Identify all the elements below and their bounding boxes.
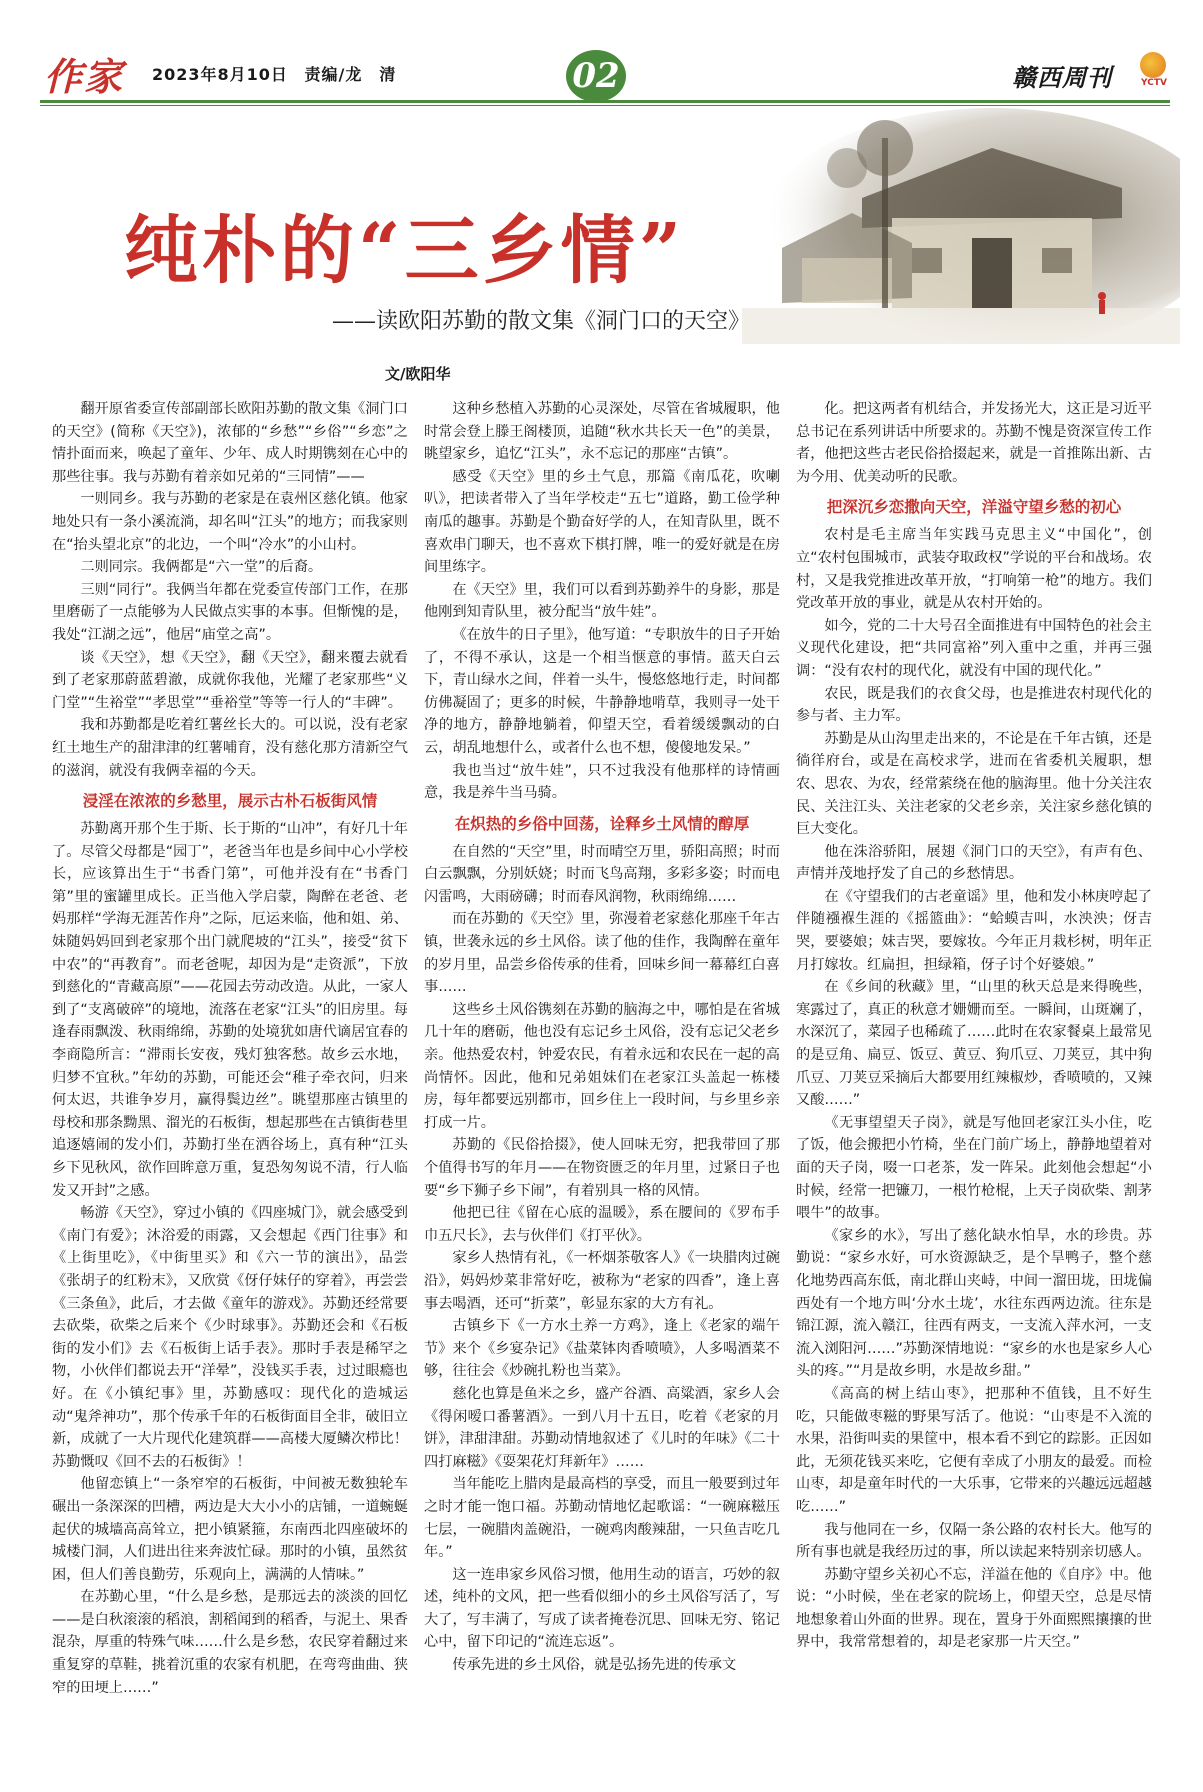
newspaper-name: 赣西周刊 <box>1012 64 1112 92</box>
paragraph: 他把已往《留在心底的温暖》，系在腰间的《罗布手巾五尺长》，去与伙伴们《打平伙》。 <box>424 1205 780 1244</box>
paragraph: 我和苏勤都是吃着红薯丝长大的。可以说，没有老家红土地生产的甜津津的红薯哺育，没有慈化那方清新空气的滋润，就没有我俩幸福的今天。 <box>52 717 408 779</box>
paragraph: 这些乡土风俗镌刻在苏勤的脑海之中，哪怕是在省城几十年的磨砺，他也没有忘记乡土风俗，没有忘记父老乡亲。他热爱农村，钟爱农民，有着永远和农民在一起的高尚情怀。因此，他和兄弟姐妹们在老家江头盖起一栋楼房，每年都要远别都市，回乡住上一段时间，与乡里乡亲打成一片。 <box>424 1001 780 1131</box>
paragraph: 《无事望望天子岗》，就是写他回老家江头小住，吃了饭，他会搬把小竹椅，坐在门前广场上，静静地望着对面的天子岗，啜一口老茶，发一阵呆。此刻他会想起“小时候，经常一把镰刀，一根竹枪棍，上天子岗砍柴、割茅喂牛”的故事。 <box>796 1114 1152 1222</box>
paragraph: 在苏勤心里，“什么是乡愁，是那远去的淡淡的回忆——是白秋滚滚的稻浪，割稻闻到的稻香，与泥土、果香混杂，厚重的特殊气味……什么是乡愁，农民穿着翻过来重复穿的草鞋，挑着沉重的农家有机肥，在弯弯曲曲、狭窄的田埂上……” <box>52 1589 408 1696</box>
masthead <box>0 0 1203 104</box>
editor-credit: 责编/龙 清 <box>304 65 397 84</box>
paragraph: 苏勤的《民俗拾掇》，使人回味无穷，把我带回了那个值得书写的年月——在物资匮乏的年月里，过紧日子也要“乡下狮子乡下闹”，有着别具一格的风情。 <box>424 1137 780 1199</box>
section-heading: 在炽热的乡俗中回荡，诠释乡土风情的醇厚 <box>454 814 750 833</box>
article-column-3 <box>796 398 1152 1778</box>
village-painting-svg <box>742 108 1180 344</box>
section-heading: 浸淫在浓浓的乡愁里，展示古朴石板街风情 <box>82 792 378 811</box>
issue-meta <box>152 62 406 85</box>
sun-logo-icon <box>1140 52 1166 78</box>
paragraph: 他留恋镇上“一条窄窄的石板街，中间被无数独轮车碾出一条深深的凹槽，两边是大大小小的店铺，一道蜿蜒起伏的城墙高高耸立，把小镇紧箍，东南西北四座破坏的城楼门洞，人们进出往来奔波忙碌。那时的小镇，虽然贫困，但人们善良勤劳，乐观向上，满满的人情味。” <box>52 1476 408 1583</box>
paragraph: 三则“同行”。我俩当年都在党委宣传部门工作，在那里磨砺了一点能够为人民做点实事的本事。但惭愧的是，我处“江湖之远”，他居“庙堂之高”。 <box>52 581 408 643</box>
paragraph: 他在洙浴骄阳，展翅《洞门口的天空》，有声有色、声情并茂地抒发了自己的乡愁情思。 <box>796 843 1152 883</box>
section-heading: 把深沉乡恋撒向天空，洋溢守望乡愁的初心 <box>826 498 1122 517</box>
paragraph: 畅游《天空》，穿过小镇的《四座城门》，就会感受到《南门有爱》；沐浴爱的雨露，又会想起《西门往事》和《上街里吃》，《中街里买》和《六一节的演出》，品尝《张胡子的红粉末》，又欣赏《伢仔妹仔的穿着》，再尝尝《三条鱼》，此后，才去做《童年的游戏》。苏勤还经常要去砍柴，砍柴之后来个《少时球事》。苏勤还会和《石板街的发小们》去《石板街上话手表》。那时手表是稀罕之物，小伙伴们都说去开“洋晕”，没钱买手表，过过眼瘾也好。在《小镇纪事》里，苏勤感叹：现代化的造城运动“鬼斧神功”，那个传承千年的石板街面目全非，破旧立新，成就了一大片现代化建筑群——高楼大厦鳞次栉比！苏勤慨叹《回不去的石板街》！ <box>52 1205 408 1470</box>
paragraph: 传承先进的乡土风俗，就是弘扬先进的传承文 <box>452 1657 737 1674</box>
article-column-1 <box>52 398 408 1778</box>
paragraph: 农村是毛主席当年实践马克思主义“中国化”，创立“农村包围城市，武装夺取政权”学说的平台和战场。农村，又是我党推进改革开放，“打响第一枪”的地方。我们党改革开放的事业，就是从农村开始的。 <box>796 527 1152 612</box>
paragraph: 《在放牛的日子里》，他写道：“专职放牛的日子开始了，不得不承认，这是一个相当惬意的事情。蓝天白云下，青山绿水之间，伴着一头牛，慢悠悠地行走，时间都仿佛凝固了；更多的时候，牛静静地啃草，我则寻一处干净的地方，静静地躺着，仰望天空，看着缓缓飘动的白云，胡乱地想什么，或者什么也不想，傻傻地发呆。” <box>424 626 780 756</box>
page-number-badge: 02 <box>566 50 626 102</box>
paragraph: 苏勤是从山沟里走出来的，不论是在千年古镇，还是徜徉府台，或是在高校求学，进而在省委机关履职，想农、思农、为农，经常萦绕在他的脑海里。他十分关注农民、关注江头、关注老家的父老乡亲，关注家乡慈化镇的巨大变化。 <box>796 730 1152 838</box>
issue-date: 2023年8月10日 <box>152 65 288 84</box>
paragraph: 《高高的树上结山枣》，把那种不值钱，且不好生吃，只能做枣糍的野果写活了。他说：“山枣是不入流的水果，沿街叫卖的果筐中，根本看不到它的踪影。正因如此，无须花钱买来吃，它便有幸成了小朋友的最爱。而检山枣，却是童年时代的一大乐事，它带来的兴趣远远超越吃……” <box>796 1385 1152 1515</box>
paragraph: 在《天空》里，我们可以看到苏勤养牛的身影，那是他刚到知青队里，被分配当“放牛娃”。 <box>424 581 780 621</box>
paragraph: 在《乡间的秋藏》里，“山里的秋天总是来得晚些，寒露过了，真正的秋意才姗姗而至。一瞬间，山斑斓了，水深沉了，菜园子也稀疏了……此时在农家餐桌上最常见的是豆角、扁豆、饭豆、黄豆、狗爪豆、刀荚豆，其中狗爪豆、刀荚豆采摘后大都要用红辣椒炒，香喷喷的，又辣又酸……” <box>796 979 1152 1109</box>
paragraph: 谈《天空》，想《天空》，翻《天空》，翻来覆去就看到了老家那蔚蓝碧澈，成就你我他，光耀了老家那些“义门堂”“生裕堂”“孝思堂”“垂裕堂”等等一行人的“丰碑”。 <box>52 649 408 711</box>
paragraph: 在《守望我们的古老童谣》里，他和发小林庚哼起了伴随襁褓生涯的《摇篮曲》：“蛤蟆吉叫，水泱泱；伢吉哭，要婆娘；妹吉哭，要嫁妆。今年正月栽杉树，明年正月打嫁妆。红扁担，担绿箱，伢子讨个好婆娘。” <box>796 888 1152 973</box>
article-title: 纯朴的“三乡情” <box>124 208 686 294</box>
paragraph: 翻开原省委宣传部副部长欧阳苏勤的散文集《洞门口的天空》(简称《天空》)，浓郁的“乡愁”“乡俗”“乡恋”之情扑面而来，唤起了童年、少年、成人时期镌刻在心中的那些往事。我与苏勤有着亲如兄弟的“三同情”—— <box>52 401 408 485</box>
paragraph: 二则同宗。我俩都是“六一堂”的后裔。 <box>80 559 323 576</box>
header-rule <box>40 100 1170 103</box>
paragraph: 感受《天空》里的乡土气息，那篇《南瓜花，吹喇叭》，把读者带入了当年学校走“五七”道路，勤工俭学种南瓜的趣事。苏勤是个勤奋好学的人，在知青队里，既不喜欢串门聊天，也不喜欢下棋打牌，唯一的爱好就是在房间里练字。 <box>424 468 780 576</box>
paragraph: 当年能吃上腊肉是最高档的享受，而且一般要到过年之时才能一饱口福。苏勤动情地忆起歌谣：“一碗麻糍压七层，一碗腊肉盖碗沿，一碗鸡肉酸辣甜，一只鱼吉吃几年。” <box>424 1476 780 1561</box>
paragraph: 在自然的“天空”里，时而晴空万里，骄阳高照；时而白云飘飘，分别妖娆；时而飞鸟高翔，多彩多姿；时而电闪雷鸣，大雨磅礴；时而春风润物，秋雨绵绵…… <box>424 843 780 905</box>
village-ink-painting <box>742 108 1180 344</box>
paragraph: 我也当过“放牛娃”，只不过我没有他那样的诗情画意，我是养牛当马骑。 <box>424 762 780 802</box>
paragraph: 这一连串家乡风俗习惯，他用生动的语言，巧妙的叙述，纯朴的文风，把一些看似细小的乡土风俗写活了，写大了，写丰满了，写成了读者掩卷沉思、回味无穷、铭记心中，留下印记的“流连忘返”。 <box>424 1566 780 1651</box>
section-name: 作家 <box>44 54 125 99</box>
header-rule-thin <box>40 105 1170 106</box>
paragraph: 这种乡愁植入苏勤的心灵深处，尽管在省城履职，他时常会登上滕王阁楼顶，追随“秋水共长天一色”的美景，眺望家乡，追忆“江头”，永不忘记的那座“古镇”。 <box>424 401 780 463</box>
paragraph: 家乡人热情有礼，《一杯烟茶敬客人》《一块腊肉过碗沿》，妈妈炒菜非常好吃，被称为“老家的四香”，逢上喜事去喝酒，还可“折菜”，彰显东家的大方有礼。 <box>424 1250 780 1312</box>
article-byline: 文/欧阳华 <box>385 365 451 383</box>
paragraph: 《家乡的水》，写出了慈化缺水怕旱，水的珍贵。苏勤说：“家乡水好，可水资源缺乏，是个旱鸭子，整个慈化地势西高东低，南北群山夹峙，中间一溜田垅，田垅偏西处有一个地方叫‘分水土垅’，水往东西两边流。往东是锦江源，流入赣江，往西有两支，一支流入萍水河，一支流入浏阳河……”苏勤深情地说：“家乡的水也是家乡人心头的疼。”“月是故乡明，水是故乡甜。” <box>796 1227 1152 1380</box>
logo-text: YCTV <box>1141 78 1167 88</box>
yctv-logo <box>1136 50 1172 90</box>
paragraph: 农民，既是我们的衣食父母，也是推进农村现代化的参与者、主力军。 <box>796 685 1152 725</box>
paragraph: 如今，党的二十大号召全面推进有中国特色的社会主义现代化建设，把“共同富裕”列入重中之重，并再三强调：“没有农村的现代化，就没有中国的现代化。” <box>796 617 1152 679</box>
paragraph: 而在苏勤的《天空》里，弥漫着老家慈化那座千年古镇，世袭永远的乡土风俗。读了他的佳作，我陶醉在童年的岁月里，品尝乡俗传承的佳肴，回味乡间一幕幕红白喜事…… <box>424 911 780 996</box>
paragraph: 苏勤离开那个生于斯、长于斯的“山冲”，有好几十年了。尽管父母都是“园丁”，老爸当年也是乡间中心小学校长，应该算出生于“书香门第”，可他并没有在“书香门第”里的蜜罐里成长。正当他入学启蒙，陶醉在老爸、老妈那样“学海无涯苦作舟”之际，厄运来临，他和姐、弟、妹随妈妈回到老家那个出门就爬坡的“江头”，接受“贫下中农”的“再教育”。而老爸呢，却因为是“走资派”，下放到慈化的“青藏高原”——花园去劳动改造。从此，一家人到了“支离破碎”的境地，流落在老家“江头”的旧房里。每逢春雨飘泼、秋雨绵绵，苏勤的处境犹如唐代谪居宜春的李商隐所言：“滞雨长安夜，残灯独客愁。故乡云水地，归梦不宜秋。”年幼的苏勤，可能还会“稚子牵衣问，归来何太迟，共谁争岁月，赢得鬓边丝”。眺望那座古镇里的母校和那条黝黑、溜光的石板街，想起那些在古镇街巷里追逐嬉闹的发小们，苏勤打坐在洒谷场上，真有种“江头乡下见秋风，欲作回眸意万重，复恐匆匆说不清，行人临发又开封”之感。 <box>52 821 408 1199</box>
paragraph: 苏勤守望乡关初心不忘，洋溢在他的《自序》中。他说：“小时候，坐在老家的院场上，仰望天空，总是尽情地想象着山外面的世界。现在，置身于外面熙熙攘攘的世界中，我常常想着的，却是老家那一片天空。” <box>796 1566 1152 1651</box>
article-subtitle: ——读欧阳苏勤的散文集《洞门口的天空》 <box>332 309 751 334</box>
article-column-2 <box>424 398 780 1778</box>
paragraph: 古镇乡下《一方水土养一方鸡》，逢上《老家的端午节》来个《乡宴杂记》《盐菜钵肉香喷喷》，人多喝酒菜不够，往往会《炒碗扎粉也当菜》。 <box>424 1318 780 1380</box>
paragraph: 一则同乡。我与苏勤的老家是在袁州区慈化镇。他家地处只有一条小溪流淌，却名叫“江头”的地方；而我家则在“抬头望北京”的北边，一个叫“冷水”的小山村。 <box>52 491 408 553</box>
paragraph: 我与他同在一乡，仅隔一条公路的农村长大。他写的所有事也就是我经历过的事，所以读起来特别亲切感人。 <box>796 1521 1152 1561</box>
paragraph: 慈化也算是鱼米之乡，盛产谷酒、高粱酒，家乡人会《得闲嗳口番薯酒》。一到八月十五日，吃着《老家的月饼》，津甜津甜。苏勤动情地叙述了《儿时的年味》《二十四打麻糍》《耍架花灯拜新年》…… <box>424 1385 780 1470</box>
paragraph: 化。把这两者有机结合，并发扬光大，这正是习近平总书记在系列讲话中所要求的。苏勤不愧是资深宣传工作者，他把这些古老民俗拾掇起来，就是一首推陈出新、古为今用、优美动听的民歌。 <box>796 401 1152 485</box>
